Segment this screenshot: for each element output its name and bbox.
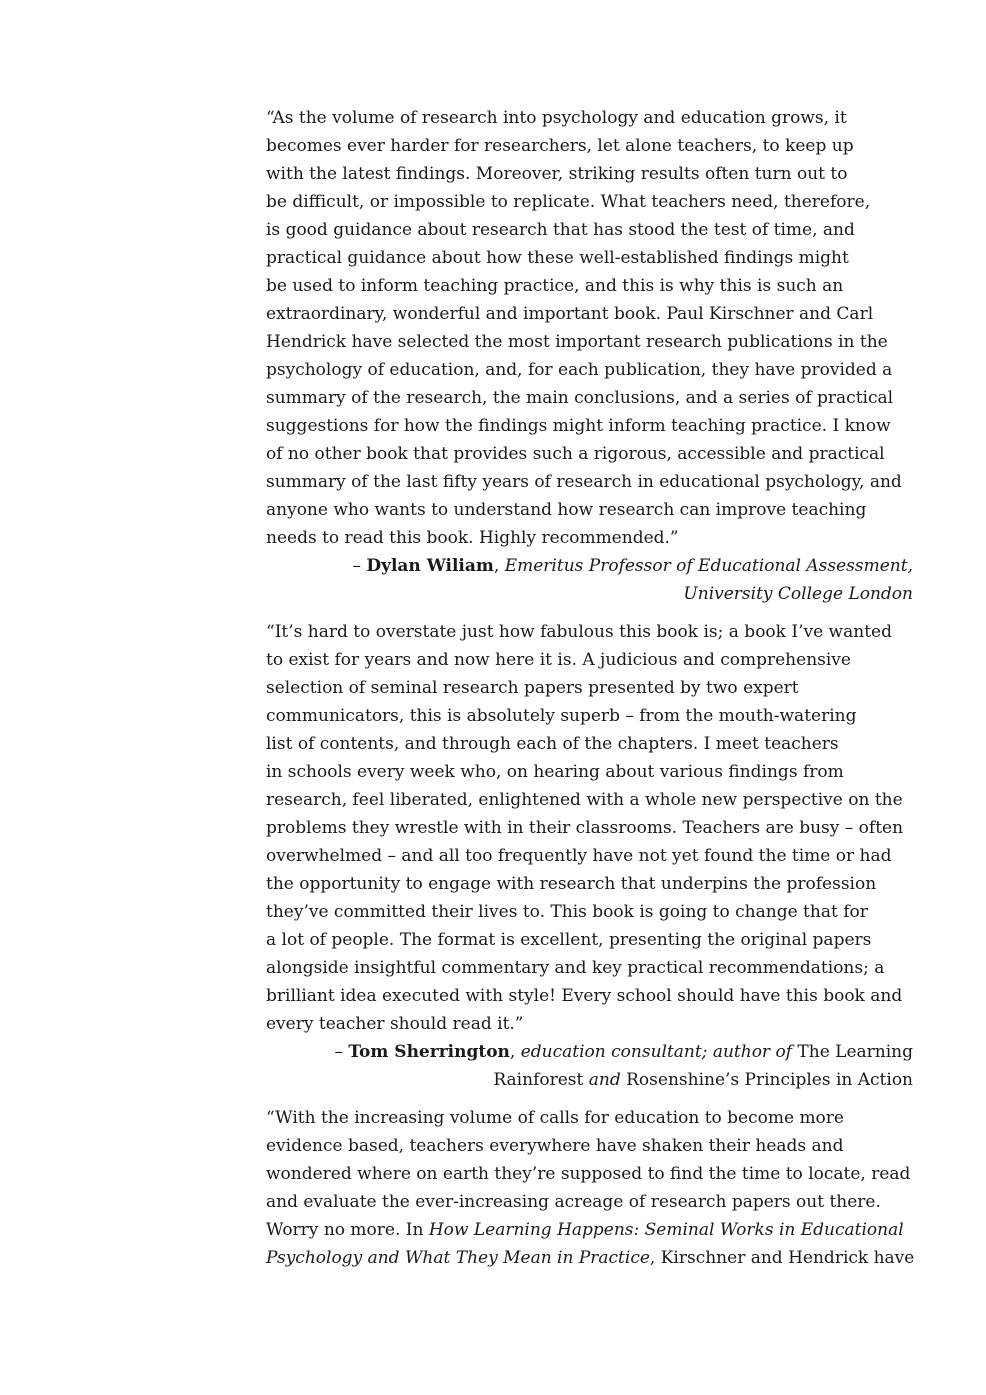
quote-line: becomes ever harder for researchers, let alone teachers, to keep up — [266, 136, 854, 156]
quote-line: brilliant idea executed with style! Every school should have this book and — [266, 986, 903, 1006]
endorsement-quote-3 — [266, 1104, 926, 1272]
quote-line: communicators, this is absolutely superb – from the mouth-watering — [266, 706, 857, 726]
quote-line: they’ve committed their lives to. This book is going to change that for — [266, 902, 868, 922]
quote-line: Worry no more. In How Learning Happens: Seminal Works in Educational — [266, 1220, 904, 1240]
quote-line: problems they wrestle with in their classrooms. Teachers are busy – often — [266, 818, 904, 838]
quote-line: and evaluate the ever-increasing acreage of research papers out there. — [266, 1192, 881, 1212]
quote-line: anyone who wants to understand how research can improve teaching — [266, 500, 867, 520]
attribution-affiliation: University College London — [683, 584, 913, 604]
quote-line: evidence based, teachers everywhere have shaken their heads and — [266, 1136, 844, 1156]
quote-line: “As the volume of research into psychology and education grows, it — [266, 108, 847, 128]
quote-line: practical guidance about how these well-established findings might — [266, 248, 849, 268]
endorsement-quote-1 — [266, 104, 926, 552]
quote-line: needs to read this book. Highly recommended.” — [266, 528, 679, 548]
quote-line: a lot of people. The format is excellent, presenting the original papers — [266, 930, 872, 950]
quote-line: “With the increasing volume of calls for education to become more — [266, 1108, 844, 1128]
quote-line: the opportunity to engage with research that underpins the profession — [266, 874, 877, 894]
endorsements-column — [266, 104, 926, 1272]
quote-line: with the latest findings. Moreover, striking results often turn out to — [266, 164, 848, 184]
quote-line: Psychology and What They Mean in Practice, Kirschner and Hendrick have — [266, 1248, 915, 1268]
book-title: Rosenshine’s Principles in Action — [626, 1070, 913, 1090]
quote-line: summary of the last fifty years of research in educational psychology, and — [266, 472, 902, 492]
attribution-dash: – — [352, 556, 367, 576]
quote-line: Hendrick have selected the most important research publications in the — [266, 332, 888, 352]
quote-line: extraordinary, wonderful and important book. Paul Kirschner and Carl — [266, 304, 874, 324]
attribution-2: – Tom Sherrington, education consultant; author of The Learning Rainforest and Rosenshine’s Principles in Action — [334, 1042, 913, 1090]
quote-line: is good guidance about research that has stood the test of time, and — [266, 220, 855, 240]
attribution-role: education consultant; author of — [520, 1042, 798, 1062]
book-title: The Learning — [797, 1042, 913, 1062]
book-title: How Learning Happens: Seminal Works in Educational — [428, 1220, 904, 1240]
quote-line: be difficult, or impossible to replicate. What teachers need, therefore, — [266, 192, 871, 212]
attribution-dash: – — [334, 1042, 349, 1062]
quote-line: list of contents, and through each of the chapters. I meet teachers — [266, 734, 839, 754]
attribution-1: – Dylan Wiliam, Emeritus Professor of Educational Assessment, University College London — [352, 556, 913, 604]
quote-line: suggestions for how the findings might inform teaching practice. I know — [266, 416, 891, 436]
quote-line: selection of seminal research papers presented by two expert — [266, 678, 799, 698]
quote-line: wondered where on earth they’re supposed to find the time to locate, read — [266, 1164, 911, 1184]
quote-line: every teacher should read it.” — [266, 1014, 524, 1034]
book-title: Psychology and What They Mean in Practice — [266, 1248, 650, 1268]
quote-line: of no other book that provides such a rigorous, accessible and practical — [266, 444, 885, 464]
quote-line: alongside insightful commentary and key practical recommendations; a — [266, 958, 885, 978]
quote-line: to exist for years and now here it is. A judicious and comprehensive — [266, 650, 851, 670]
quote-line: overwhelmed – and all too frequently have not yet found the time or had — [266, 846, 892, 866]
attribution-name: Dylan Wiliam — [366, 556, 494, 576]
quote-line: “It’s hard to overstate just how fabulous this book is; a book I’ve wanted — [266, 622, 892, 642]
quote-line: summary of the research, the main conclusions, and a series of practical — [266, 388, 894, 408]
quote-line: in schools every week who, on hearing about various findings from — [266, 762, 844, 782]
quote-line: research, feel liberated, enlightened with a whole new perspective on the — [266, 790, 903, 810]
attribution-name: Tom Sherrington — [348, 1042, 510, 1062]
quote-line: psychology of education, and, for each publication, they have provided a — [266, 360, 893, 380]
quote-line: be used to inform teaching practice, and this is why this is such an — [266, 276, 844, 296]
book-title: Rainforest — [493, 1070, 584, 1090]
endorsement-quote-2 — [266, 618, 926, 1038]
attribution-role: Emeritus Professor of Educational Assessment, — [504, 556, 913, 576]
